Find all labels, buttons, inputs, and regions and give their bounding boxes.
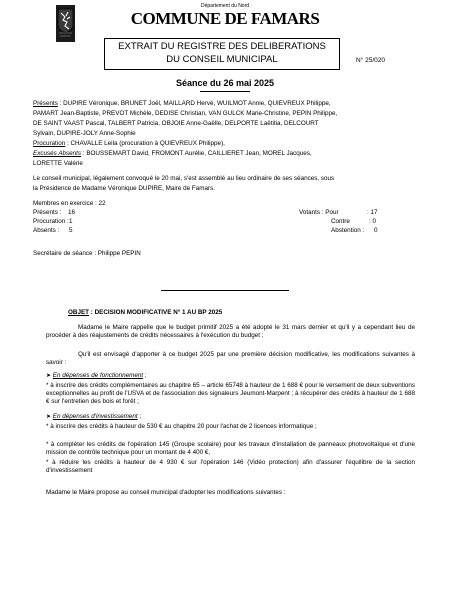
extrait-title-line-1: EXTRAIT DU REGISTRE DES DELIBERATIONS [118, 41, 326, 52]
extrait-title-line-2: DU CONSEIL MUNICIPAL [166, 54, 278, 65]
secretaire-de-seance: Secrétaire de séance : Philippe PEPIN [33, 250, 141, 257]
convocation-line-2: la Présidence de Madame Véronique DUPIRE, Maire de Famars. [33, 185, 215, 192]
excuses-line-2: LORETTE Valérie [33, 160, 83, 167]
contre-value: : 0 [369, 218, 377, 225]
investissement-heading [46, 413, 141, 421]
excuses-label: Excusés Absents [33, 150, 82, 157]
paragraph-decision-modificative: Qu'il est envisagé d'apporter à ce budget 2025 par une première décision modificative, les modifications suivantes à savoir : [46, 351, 415, 367]
abstention-label: Abstention : [331, 227, 365, 234]
seance-underline [200, 91, 250, 92]
procuration-label: Procuration [33, 140, 66, 147]
presents-count-value: 16 [68, 209, 76, 216]
deliberation-number: N° 25/020 [356, 57, 385, 64]
fonctionnement-item: * à inscrire des crédits complémentaires au chapitre 65 – article 65748 à hauteur de 1 688 € pour le versement de deux subventions exceptionnelles au profit de l'USVA et de l'association des signaleurs Jeumont-Marpent ; à récupérer des crédits à hauteur de 1 688 € sur l'entretien des bois et forêt ; [46, 382, 415, 406]
objet-label: OBJET [68, 309, 89, 316]
paragraph-budget-primitif: Madame le Maire rappelle que le budget primitif 2025 a été adopté le 31 mars dernier et qu'il y a cependant lieu de procéder à des réajustements de crédits nécessaires à l'exécution du budget ; [46, 324, 415, 340]
objet-line [68, 309, 222, 317]
contre-label: Contre [331, 218, 350, 225]
presents-count-label: Présents : [33, 209, 62, 216]
presents-line-2: PAMART Jean-Baptiste, PREVOT Michèle, DEDISE Christian, VAN GULCK Marie-Christine, PEPIN Philippe, [33, 110, 338, 117]
convocation-line-1: Le conseil municipal, légalement convoqué le 20 mai, s'est assemblé au lieu ordinaire de ses séances, sous [33, 175, 335, 182]
fonctionnement-heading [46, 372, 147, 380]
investissement-item-video-protection: * à réduire les crédits à hauteur de 4 930 € sur l'opération 146 (Vidéo protection) afin d'assurer l'équilibre de la section d'investissement [46, 459, 415, 475]
objet-text: : DECISION MODIFICATIVE N° 1 AU BP 2025 [89, 309, 223, 316]
presents-label: Présents [33, 100, 58, 107]
votants-pour-label: Votants : Pour [299, 209, 339, 216]
section-separator [161, 290, 289, 291]
investissement-suffix: ; [137, 413, 142, 420]
presents-line-3: DE SAINT VAAST Pascal, TALBERT Patricia, OBJOIE Anne-Gaëlle, DELPORTE Laëtitia, DELCOURT [33, 120, 319, 127]
commune-title: COMMUNE DE FAMARS [130, 9, 320, 28]
procuration-text: : CHAVALLE Leila (procuration à QUIEVREUX Philippe), [65, 140, 225, 147]
presents-line-1 [33, 100, 331, 108]
fonctionnement-label: En dépenses de fonctionnement [52, 372, 144, 379]
seance-date: Séance du 26 mai 2025 [175, 78, 275, 88]
votants-pour-value: : 17 [367, 209, 378, 216]
excuses-text-1: : BOUSSEMART David, FROMONT Aurélie, CAILLIERET Jean, MOREL Jacques, [81, 150, 312, 157]
department-label: Département du Nord [200, 3, 250, 9]
arrow-bullet-icon: ➤ [46, 414, 52, 420]
procuration-count-value: 1 [69, 218, 73, 225]
investissement-item-groupe-scolaire: * à compléter les crédits de l'opération 145 (Groupe scolaire) pour les travaux d'installation de panneaux photovoltaïque et d'une mission de contrôle technique pour un montant de 4 400 €, [46, 441, 415, 457]
investissement-label: En dépenses d'investissement [52, 413, 138, 420]
arrow-bullet-icon: ➤ [46, 373, 52, 379]
absents-count-label: Absents : [33, 227, 60, 234]
investissement-item-licences: * à inscrire des crédits à hauteur de 530 € au chapitre 20 pour l'achat de 2 licences informatique ; [46, 423, 317, 430]
procuration-line [33, 140, 225, 148]
absents-count-value: 5 [69, 227, 73, 234]
final-proposal: Madame le Maire propose au conseil municipal d'adopter les modifications suivantes : [46, 489, 286, 496]
procuration-count-label: Procuration : [33, 218, 69, 225]
presents-text-1: : DUPIRE Véronique, BRUNET Joël, MAILLARD Hervé, WUILMOT Annie, QUIEVREUX Philippe, [57, 100, 331, 107]
abstention-value: 0 [374, 227, 378, 234]
excuses-line-1 [33, 150, 312, 158]
membres-en-exercice: Membres en exercice : 22 [33, 200, 106, 207]
presents-line-4: Sylvain, DUPIRE-JOLY Anne-Sophie [33, 130, 136, 137]
fonctionnement-suffix: ; [143, 372, 147, 379]
